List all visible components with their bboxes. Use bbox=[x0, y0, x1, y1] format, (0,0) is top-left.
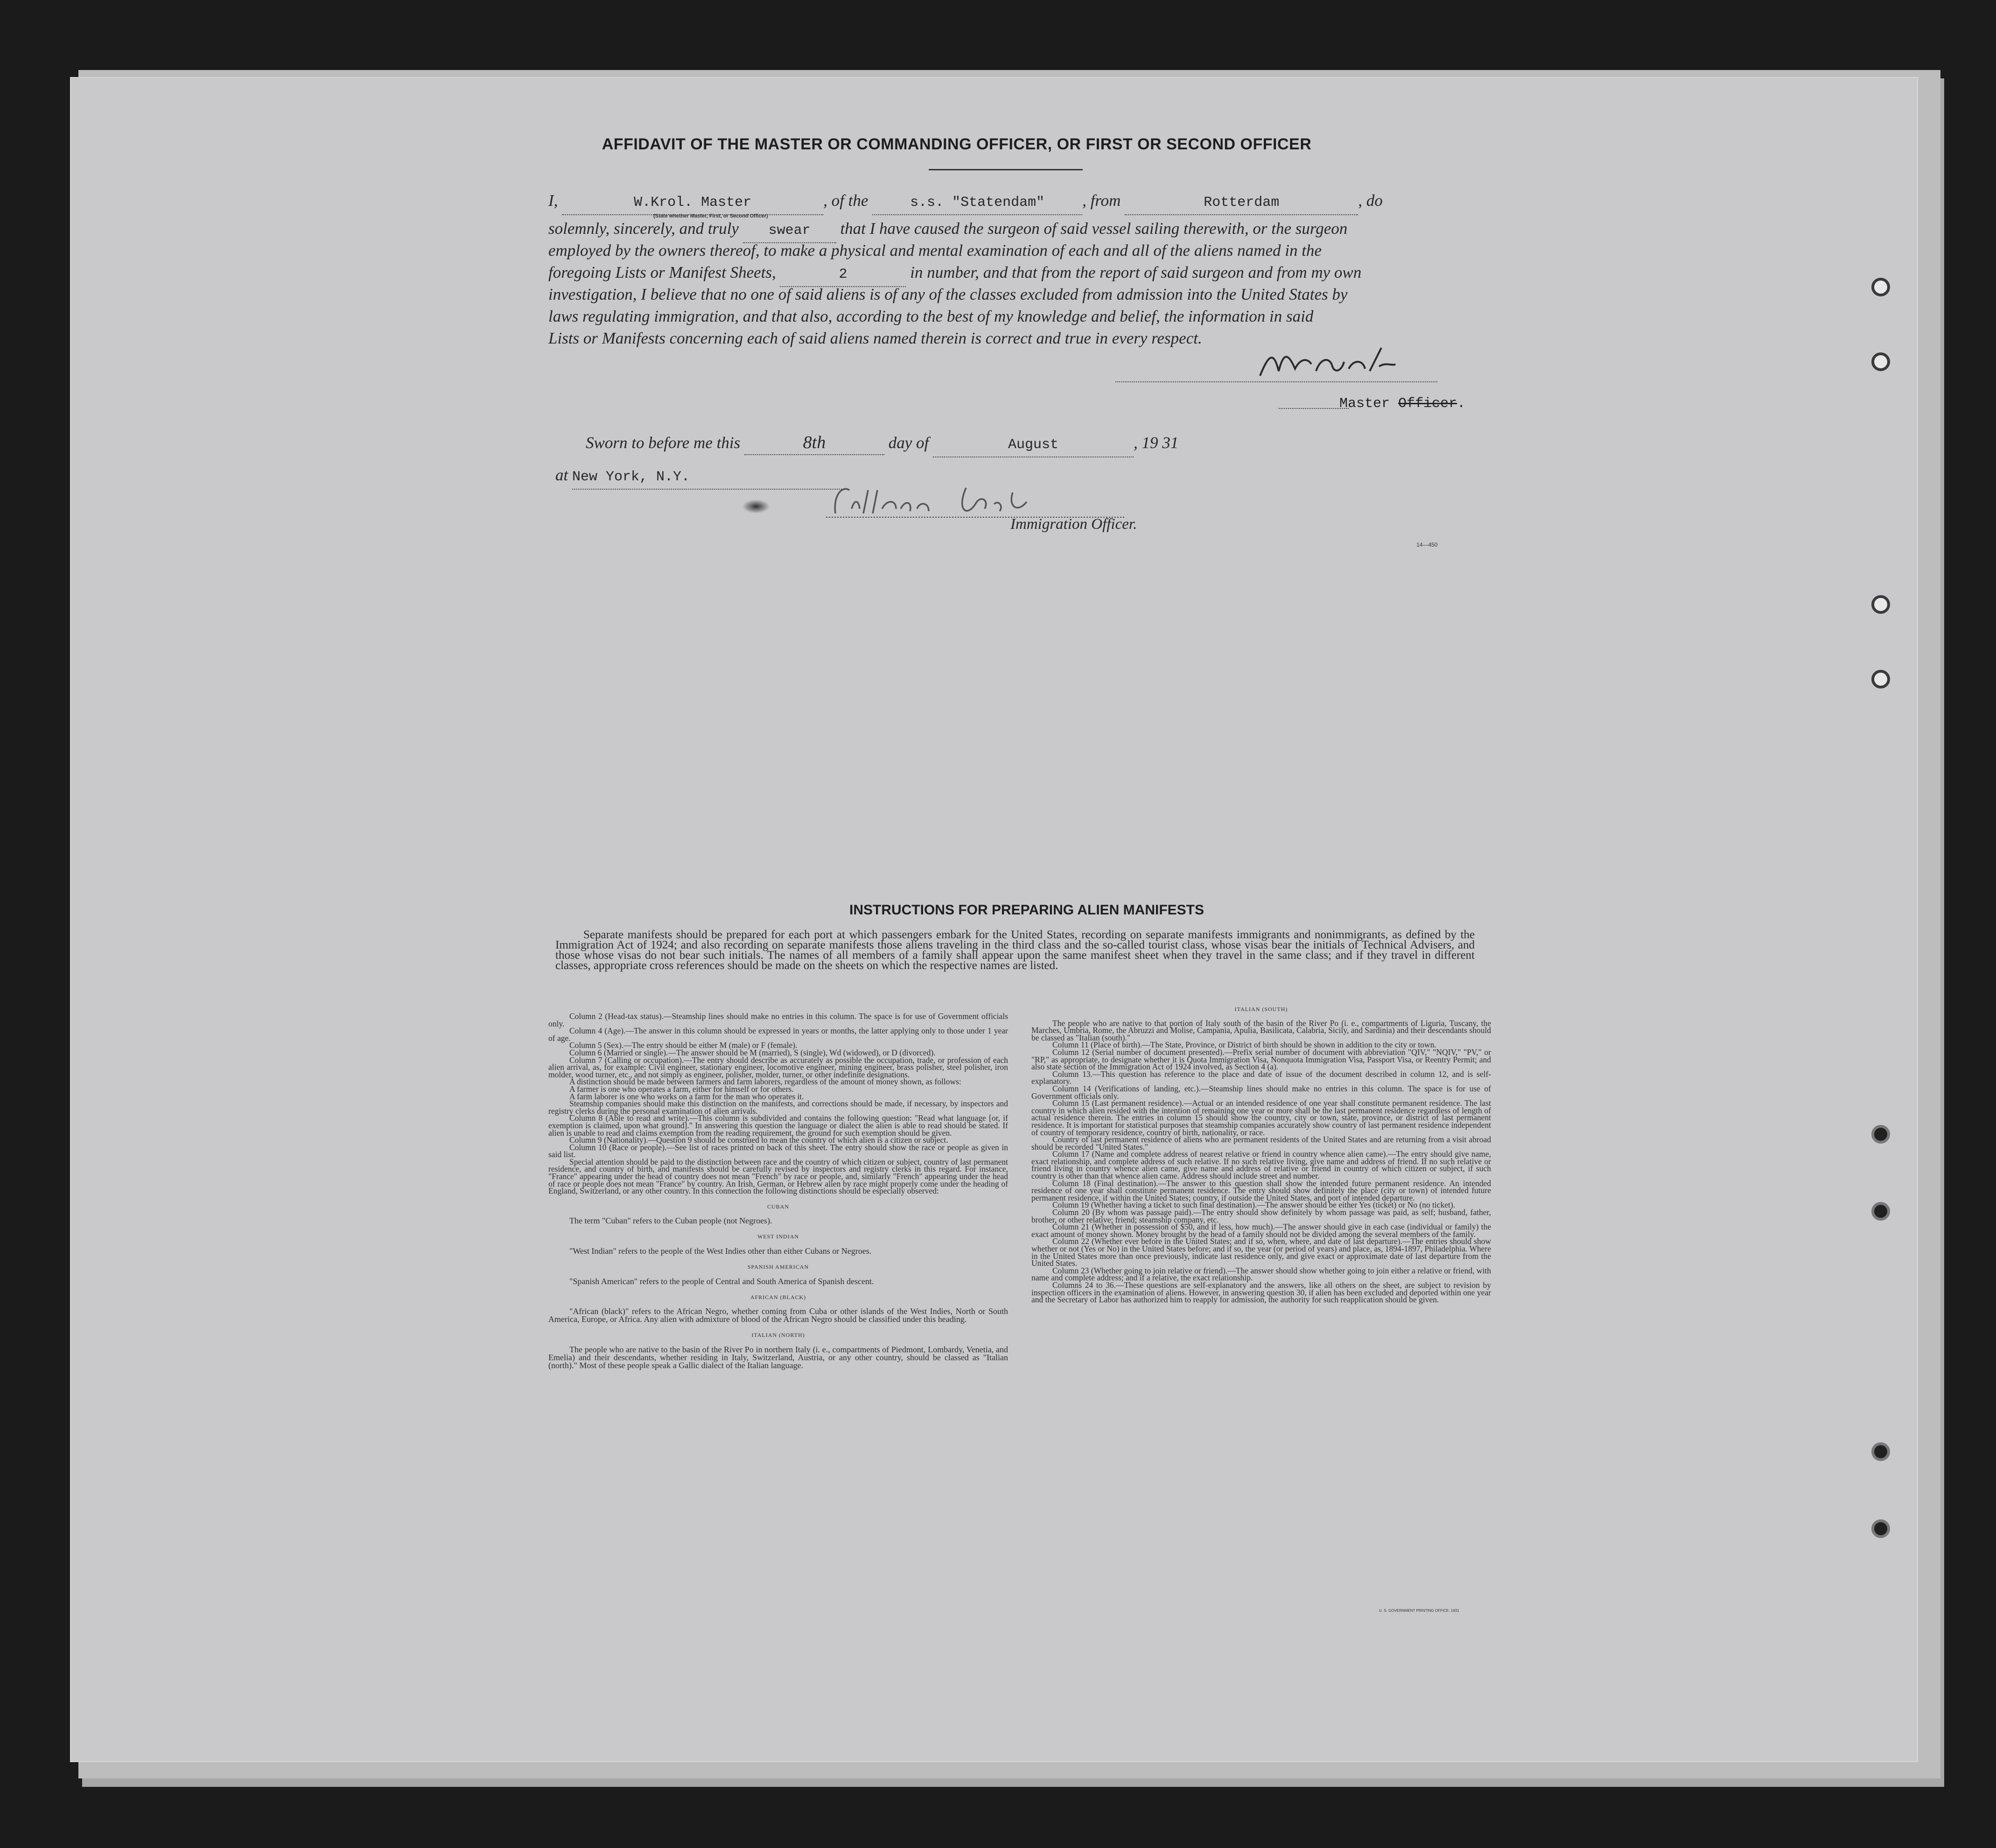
text: , 19 bbox=[1133, 434, 1158, 452]
place-field: New York, N.Y. bbox=[572, 465, 847, 490]
instruction-paragraph: A farm laborer is one who works on a farm for the man who operates it. bbox=[569, 1091, 804, 1101]
instructions-right-column bbox=[1031, 1006, 1491, 1304]
instruction-paragraph: A distinction should be made between farmers and farm laborers, regardless of the amount of money shown, as follows: bbox=[569, 1077, 961, 1087]
instruction-paragraph: Column 10 (Race or people).—See list of races printed on back of this sheet. The entry should show the race or people as given in said list. bbox=[548, 1142, 1008, 1159]
instruction-paragraph: Column 12 (Serial number of document presented).—Prefix serial number of document with abbreviation "QIV," "NQIV," "PV," or "RP," as appropriate, to designate whether it is Quota Immigration Visa, Nonquota Immigration Visa, Passport Visa, or Reentry Permit; and also state section of the Immigration Act of 1924 involved, as Section 4 (a). bbox=[1031, 1047, 1491, 1072]
master-signature-line bbox=[1115, 380, 1437, 382]
instruction-paragraph: Column 6 (Married or single).—The answer should be M (married), S (single), Wd (widowed), or D (divorced). bbox=[569, 1047, 936, 1057]
sworn-line bbox=[586, 431, 1519, 457]
text: I, bbox=[548, 191, 558, 210]
affidavit-line-7: Lists or Manifests concerning each of said aliens named therein is correct and true in every respect. bbox=[548, 329, 1202, 347]
vessel-field: s.s. "Statendam" bbox=[872, 191, 1082, 215]
race-definition: "Spanish American" refers to the people of Central and South America of Spanish descent. bbox=[569, 1276, 874, 1286]
instruction-paragraph: Column 23 (Whether going to join relative or friend).—The answer should show whether going to join either a relative or friend, with name and complete address; and if a relative, the exact relationship. bbox=[1031, 1265, 1491, 1283]
affidavit-line-6: laws regulating immigration, and that also, according to the best of my knowledge and belief, the information in said bbox=[548, 307, 1314, 325]
instructions-left-column bbox=[548, 1013, 1008, 1370]
race-heading: WEST INDIAN bbox=[757, 1233, 799, 1240]
instruction-paragraph: Column 8 (Able to read and write).—This column is subdivided and contains the following question: "Read what language [or, if exemption is claimed, upon what ground]." In answering this question the language or dialect the alien is able to read should be stated. If alien is unable to read and claims exemption from the reading requirement, the ground for such exemption should be given. bbox=[548, 1113, 1008, 1138]
race-heading: SPANISH AMERICAN bbox=[747, 1264, 809, 1271]
ink-smudge bbox=[742, 499, 770, 513]
master-signature bbox=[1255, 343, 1423, 385]
binder-hole-icon bbox=[1871, 352, 1890, 371]
text: foregoing Lists or Manifest Sheets, bbox=[548, 263, 776, 281]
affidavit-title: AFFIDAVIT OF THE MASTER OR COMMANDING OFFICER, OR FIRST OR SECOND OFFICER bbox=[602, 135, 1312, 153]
immigration-officer-label: Immigration Officer. bbox=[1010, 516, 1137, 533]
instruction-paragraph: Column 13.—This question has reference to the place and date of issue of the document described in column 12, and is self-explanatory. bbox=[1031, 1069, 1491, 1086]
instructions-intro: Separate manifests should be prepared for each port at which passengers embark for the United States, recording on separate manifests immigrants and nonimmigrants, as defined by the Immigration Act of 1924; and also recording on separate manifests those aliens traveling in the third class and the so-called tourist class, whose visas bear the initials of Technical Advisers, and those whose visas do not bear such initials. The names of all members of a family shall appear upon the same manifest sheet when they travel in the same class; and if they travel in different classes, appropriate cross references should be made on the sheets on which the respective names are listed. bbox=[555, 928, 1475, 972]
affidavit-line-5: investigation, I believe that no one of said aliens is of any of the classes excluded from admission into the United States by bbox=[548, 285, 1348, 303]
text: solemnly, sincerely, and truly bbox=[548, 219, 739, 238]
master-name-field: W.Krol. Master bbox=[562, 191, 823, 215]
binder-hole-icon bbox=[1871, 595, 1890, 614]
sworn-month-field: August bbox=[933, 433, 1134, 457]
state-note: (State whether Master, First, or Second Officer) bbox=[653, 213, 768, 219]
form-number: 14—450 bbox=[1416, 541, 1438, 548]
race-definition: The term "Cuban" refers to the Cuban people (not Negroes). bbox=[569, 1216, 772, 1226]
instruction-paragraph: Steamship companies should make this distinction on the manifests, and corrections should be made, if necessary, by inspectors and registry clerks during the personal examination of alien arrivals. bbox=[548, 1099, 1008, 1116]
text: , from bbox=[1082, 191, 1121, 210]
affidavit-line-3: employed by the owners thereof, to make a physical and mental examination of each and all of the aliens named in the bbox=[548, 241, 1322, 260]
instruction-paragraph: Columns 24 to 36.—These questions are self-explanatory and the answers, like all others on the sheet, are subject to revision by inspection officers in the examination of aliens. However, in answering question 30, if alien has been excluded and deported within one year and the Secretary of Labor has authorized him to reapply for admission, the authority for such reapplication should be given. bbox=[1031, 1280, 1491, 1305]
instruction-paragraph: Column 19 (Whether having a ticket to such final destination).—The answer should be either Yes (ticket) or No (no ticket). bbox=[1052, 1200, 1456, 1210]
binder-hole-icon bbox=[1871, 1202, 1890, 1221]
instruction-paragraph: Column 15 (Last permanent residence).—Actual or an intended residence of one year shall constitute permanent residence. The last country in which alien resided with the intention of remaining one year or more shall be the last permanent residence regardless of length of actual residence therein. The entries in column 15 should show the country, city or town, state, province, or district of last permanent residence. It is important for statistical purposes that steamship companies accurately show country of last permanent residence independent of country of temporary residence, country of birth, nationality, or race. bbox=[1031, 1098, 1491, 1137]
sheet-count-field: 2 bbox=[780, 263, 906, 287]
binder-hole-icon bbox=[1871, 670, 1890, 689]
master-label: Master bbox=[1339, 396, 1390, 412]
sworn-day-field: 8th bbox=[744, 431, 884, 455]
binder-hole-icon bbox=[1871, 1125, 1890, 1144]
binder-hole-icon bbox=[1871, 1442, 1890, 1461]
sworn-year-field: 31 bbox=[1162, 434, 1179, 452]
instruction-paragraph: Column 5 (Sex).—The entry should be either M (male) or F (female). bbox=[569, 1040, 798, 1050]
instruction-paragraph: Column 7 (Calling or occupation).—The entry should describe as accurately as possible the occupation, trade, or profession of each alien arrival, as, for example: Civil engineer, stationary engineer, locomotive engineer, mining engineer, brass polisher, steel polisher, iron molder, wood turner, etc., and not simply as engineer, polisher, molder, turner, or other indefinite designations. bbox=[548, 1055, 1008, 1079]
port-field: Rotterdam bbox=[1125, 191, 1358, 215]
instruction-paragraph: Column 9 (Nationality).—Question 9 should be construed to mean the country of which alien is a citizen or subject. bbox=[569, 1135, 948, 1145]
struck-officer-label: Officer bbox=[1398, 396, 1457, 412]
text: day of bbox=[888, 434, 929, 452]
race-heading: ITALIAN (NORTH) bbox=[751, 1332, 805, 1339]
instruction-paragraph: Country of last permanent residence of aliens who are permanent residents of the United States and are returning from a visit abroad should be recorded "United States." bbox=[1031, 1135, 1491, 1152]
race-definition: "West Indian" refers to the people of the West Indies other than either Cubans or Negroes. bbox=[569, 1246, 872, 1256]
instruction-paragraph: Column 2 (Head-tax status).—Steamship lines should make no entries in this column. The space is for use of Government officials only. bbox=[548, 1012, 1008, 1028]
instruction-paragraph: Column 22 (Whether ever before in the United States; and if so, when, where, and date of last departure).—The entries should show whether or not (Yes or No) in the United States before; and if so, the year (or period of years) and place, as, 1894-1897, Philadelphia. Where in the United States more than once previously, indicate last residence only, and give exact or approximate date of last departure from the United States. bbox=[1031, 1237, 1491, 1268]
title-divider bbox=[929, 169, 1083, 170]
text: at bbox=[555, 466, 568, 484]
text: Sworn to before me this bbox=[586, 434, 741, 452]
instructions-title: INSTRUCTIONS FOR PREPARING ALIEN MANIFESTS bbox=[849, 902, 1205, 918]
instruction-paragraph: Special attention should be paid to the distinction between race and the country of which citizen or subject, country of last permanent residence, and country of birth, and manifests should be carefully revised by inspectors and registry clerks in this regard. For instance, "France" appearing under the head of country does not mean "French" by race or people, and, similarly "French" appearing under the head of race or people does not mean "France" by country. An Irish, German, or Hebrew alien by race might properly come under the heading of England, Switzerland, or any other country. In this connection the following distinctions should be especially observed: bbox=[548, 1157, 1008, 1196]
race-heading: AFRICAN (BLACK) bbox=[750, 1293, 806, 1300]
text: , of the bbox=[823, 191, 868, 210]
binder-hole-icon bbox=[1871, 278, 1890, 296]
printing-office-note: U. S. GOVERNMENT PRINTING OFFICE: 1931 bbox=[1379, 1609, 1459, 1613]
master-title: Master Officer. bbox=[1339, 396, 1466, 412]
text: that I have caused the surgeon of said vessel sailing therewith, or the surgeon bbox=[840, 219, 1348, 238]
text: in number, and that from the report of said surgeon and from my own bbox=[910, 263, 1362, 281]
instruction-paragraph: Column 17 (Name and complete address of nearest relative or friend in country whence alien came).—The entry should give name, exact relationship, and complete address of such relative. If no such relative living, give name and address of friend. If no such relative or friend living in country whence alien came, give name and address of relative or friend in country of which citizen or subject, if such country is other than that whence alien came. Address should include street and number. bbox=[1031, 1149, 1491, 1181]
race-definition: The people who are native to the basin of the River Po in northern Italy (i. e., compartments of Piedmont, Lombardy, Venetia, and Emelia) and their descendants, whether residing in Italy, Switzerland, Austria, or any other country, should be classed as "Italian (north)." Most of these people speak a Gallic dialect of the Italian language. bbox=[548, 1344, 1008, 1370]
binder-hole-icon bbox=[1871, 1519, 1890, 1538]
text: , do bbox=[1358, 191, 1383, 210]
instruction-paragraph: Column 11 (Place of birth).—The State, Province, or District of birth should be shown in addition to the city or town. bbox=[1052, 1040, 1436, 1050]
master-title-line bbox=[1279, 407, 1349, 409]
race-heading: ITALIAN (SOUTH) bbox=[1234, 1006, 1288, 1012]
race-heading: CUBAN bbox=[767, 1203, 789, 1210]
oath-field: swear bbox=[743, 219, 836, 243]
affidavit-line-1 bbox=[548, 189, 1482, 215]
instruction-paragraph: A farmer is one who operates a farm, either for himself or for others. bbox=[569, 1084, 794, 1094]
instruction-paragraph: The people who are native to that portion of Italy south of the basin of the River Po (i. e., compartments of Liguria, Tuscany, the Marches, Umbria, Rome, the Abruzzi and Molise, Campania, Apulia, Basilicata, Calabria, Sicily, and Sardinia) and their descendants should be classed as "Italian (south)." bbox=[1031, 1018, 1491, 1042]
instruction-paragraph: Column 18 (Final destination).—The answer to this question shall show the intended future permanent residence. An intended residence of one year shall constitute permanent residence. The entry should show definitely the place (city or town) of intended future permanent residence, if within the United States; country, if outside the United States, and port of intended departure. bbox=[1031, 1178, 1491, 1202]
instruction-paragraph: Column 4 (Age).—The answer in this column should be expressed in years or months, the latter applying only to those under 1 year of age. bbox=[548, 1026, 1008, 1043]
instruction-paragraph: Column 21 (Whether in possession of $50, and if less, how much).—The answer should give in each case (individual or family) the exact amount of money shown. Money brought by the head of a family should not be divided among the several members of the family. bbox=[1031, 1222, 1491, 1239]
instruction-paragraph: Column 14 (Verifications of landing, etc.).—Steamship lines should make no entries in this column. The space is for use of Government officials only. bbox=[1031, 1083, 1491, 1101]
instruction-paragraph: Column 20 (By whom was passage paid).—The entry should show definitely by whom passage was paid, as self; husband, father, brother, or other relative; friend; steamship company, etc. bbox=[1031, 1208, 1491, 1224]
race-definition: "African (black)" refers to the African Negro, whether coming from Cuba or other islands of the West Indies, North or South America, Europe, or Africa. Any alien with admixture of blood of the African Negro should be classified under this heading. bbox=[548, 1307, 1008, 1324]
